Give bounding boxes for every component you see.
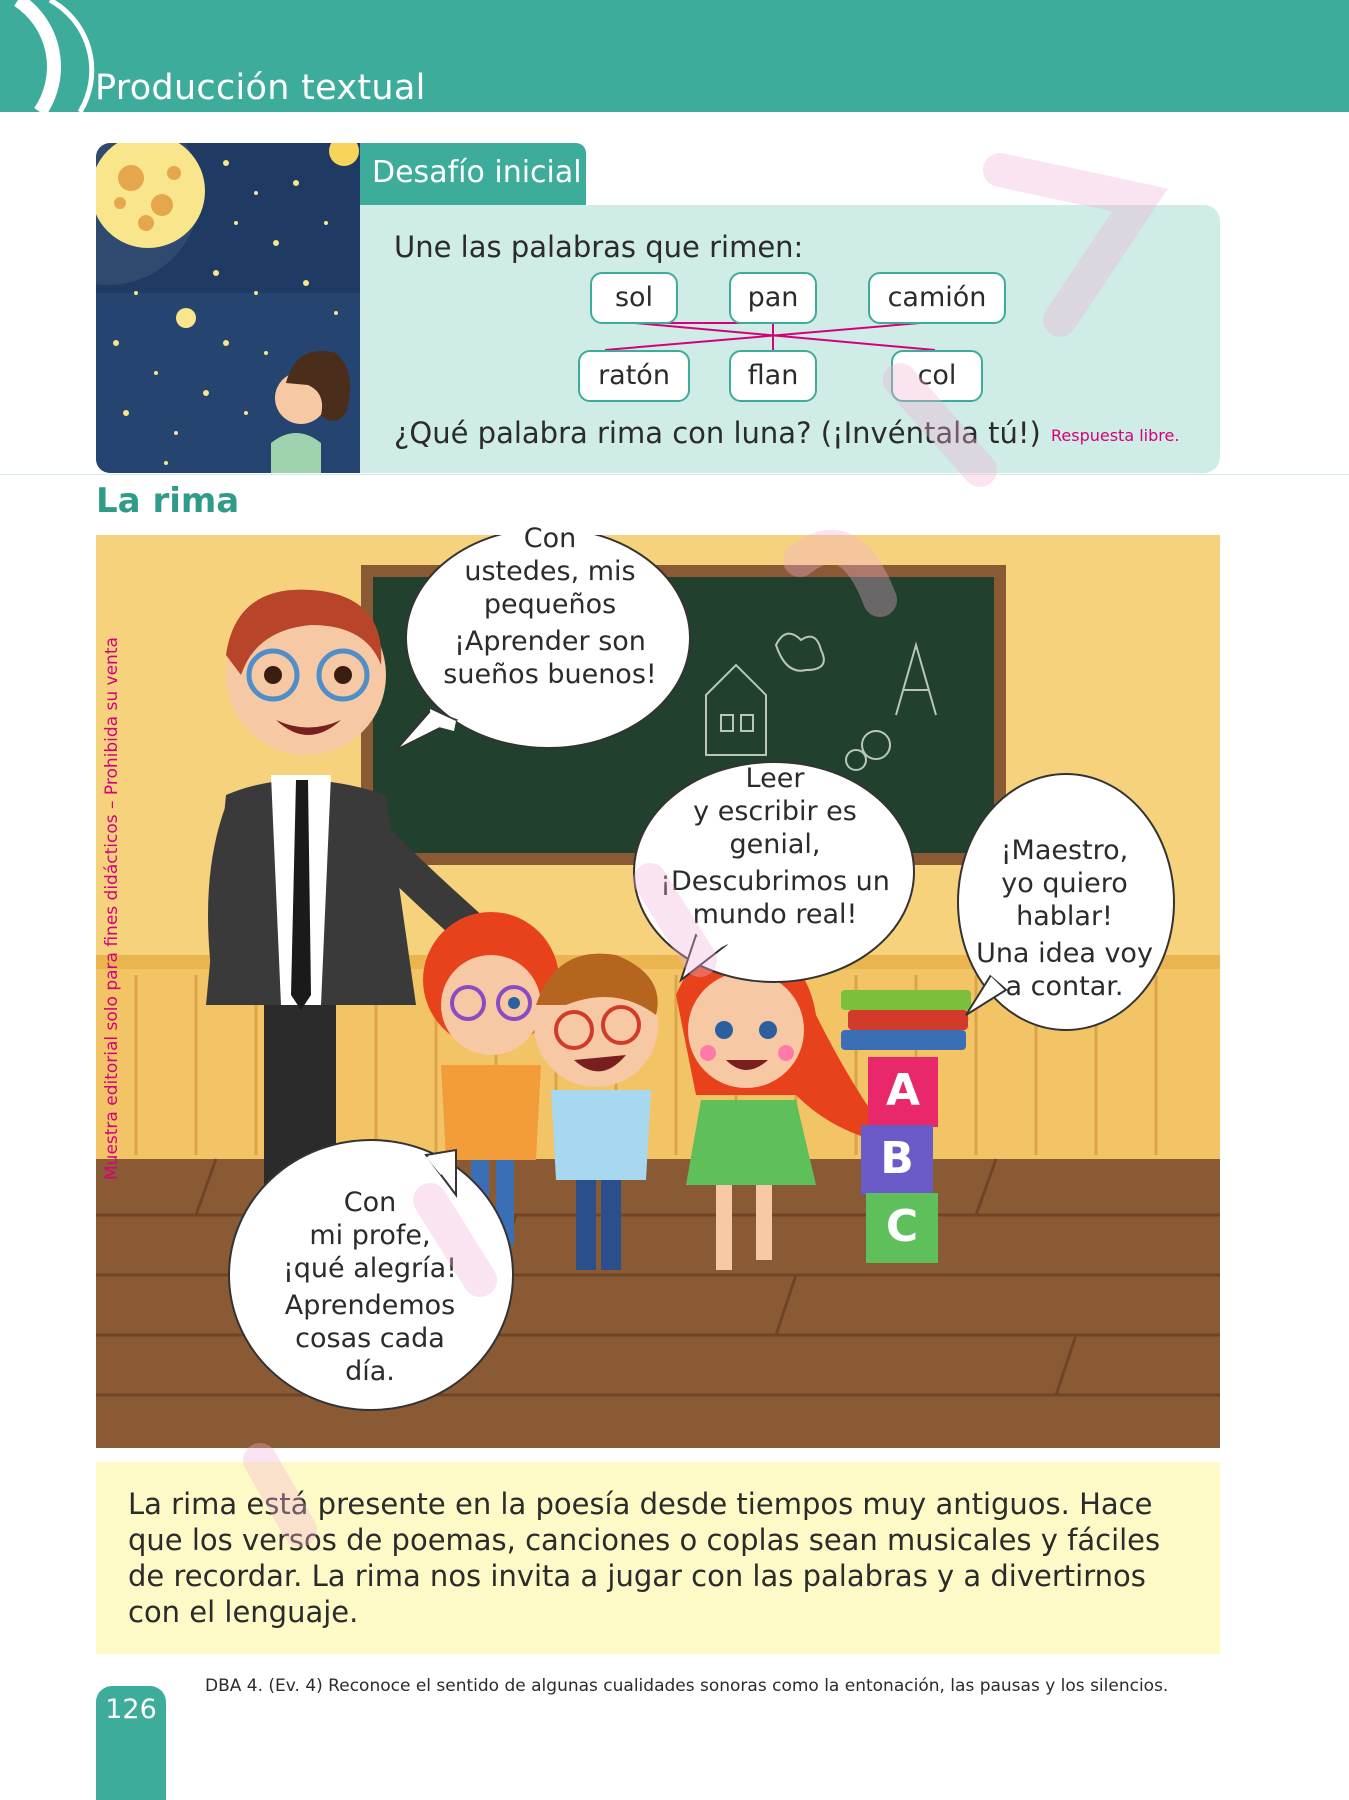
night-sky-illustration — [96, 143, 360, 473]
planet-icon — [176, 308, 196, 328]
answer-note: Respuesta libre. — [1051, 426, 1180, 445]
book-stack-icon — [841, 990, 971, 1050]
page-section-title: Producción textual — [95, 68, 426, 108]
bubble-text-girl-right: ¡Maestro, yo quiero hablar! Una idea voy a contar. — [976, 835, 1153, 1002]
page-number: 126 — [105, 1694, 157, 1725]
block-letter-b: B — [880, 1133, 914, 1184]
block-letter-a: A — [885, 1065, 921, 1116]
desafio-title: Desafío inicial — [372, 155, 582, 190]
info-text: La rima está presente en la poesía desde tiempos muy antiguos. Hace que los versos de poemas, canciones o coplas sean musicales y fáciles de recordar. La rima nos invita a jugar con las palabras y a divertirnos con el lenguaje. — [128, 1487, 1161, 1629]
word-box-col[interactable]: col — [891, 350, 983, 402]
desafio-question: ¿Qué palabra rima con luna? (¡Invéntala tú!) — [394, 416, 1041, 450]
bubble-text-teacher: Con ustedes, mis pequeños ¡Aprender son sueños buenos! — [443, 523, 657, 690]
word-box-sol[interactable]: sol — [590, 272, 678, 324]
divider — [0, 474, 1349, 475]
word-box-pan[interactable]: pan — [729, 272, 817, 324]
header-arc-decoration — [0, 0, 110, 112]
section-heading-la-rima: La rima — [96, 481, 240, 521]
desafio-instruction: Une las palabras que rimen: — [394, 230, 804, 264]
abc-blocks — [861, 1057, 938, 1263]
bubble-text-girl-left: Con mi profe, ¡qué alegría! Aprendemos cosas cada día. — [282, 1187, 458, 1387]
word-box-camion[interactable]: camión — [868, 272, 1006, 324]
word-box-raton[interactable]: ratón — [578, 350, 690, 402]
dba-footnote: DBA 4. (Ev. 4) Reconoce el sentido de algunas cualidades sonoras como la entonación, las pausas y los silencios. — [205, 1676, 1169, 1696]
bubble-text-boy: Leer y escribir es genial, ¡Descubrimos un mundo real! — [660, 763, 890, 930]
word-box-flan[interactable]: flan — [729, 350, 817, 402]
block-letter-c: C — [885, 1201, 919, 1252]
side-disclaimer: Muestra editorial solo para fines didácticos – Prohibida su venta — [102, 637, 122, 1180]
